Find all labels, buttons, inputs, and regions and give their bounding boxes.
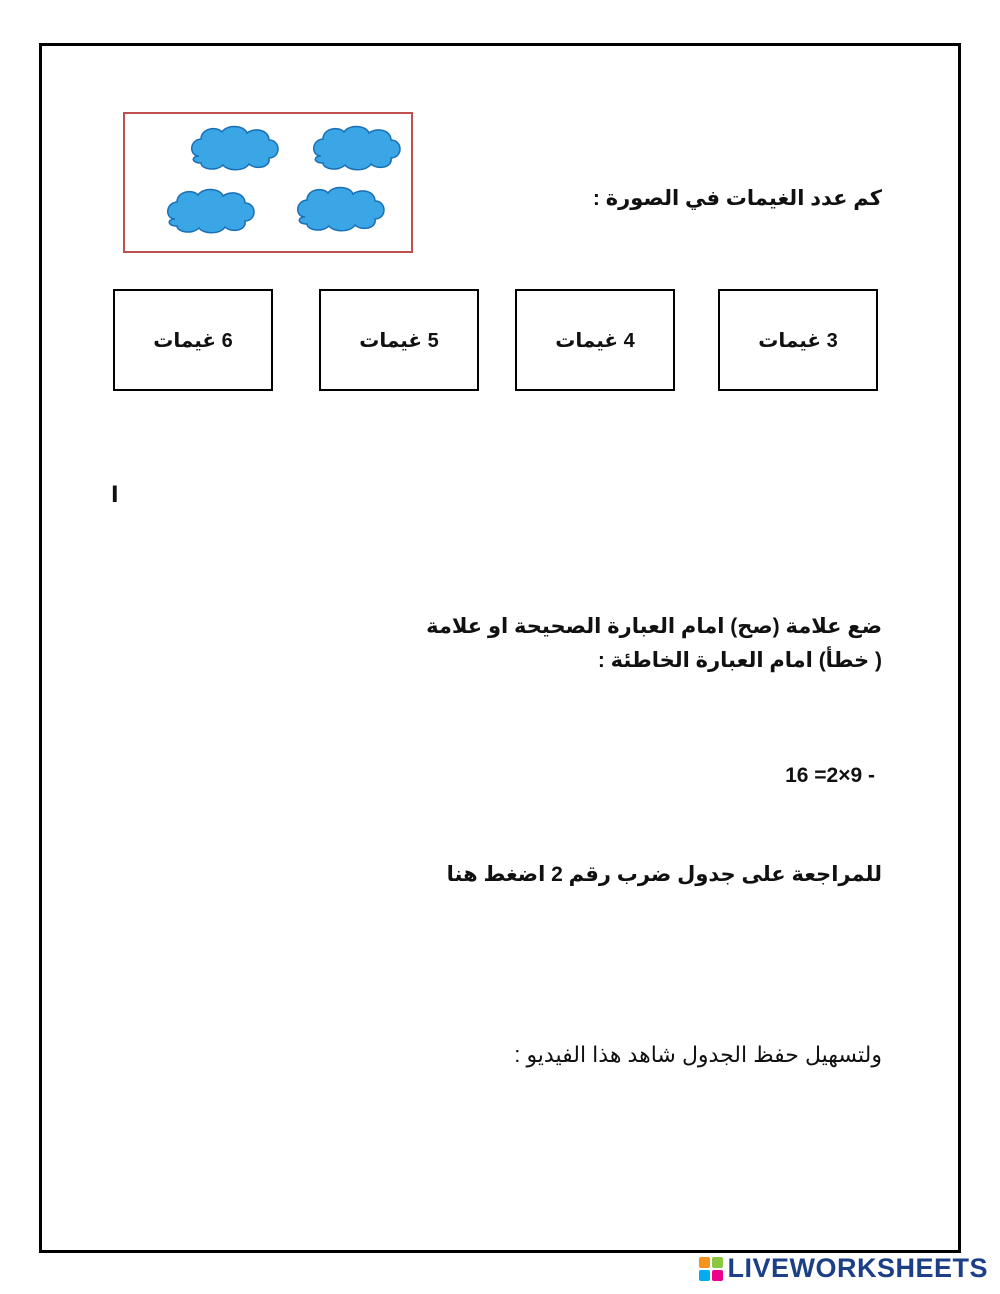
cloud-4 (298, 187, 384, 230)
answer-option-3[interactable] (718, 289, 878, 391)
answer-option-label: 5 غيمات (359, 329, 439, 352)
clouds-illustration (123, 112, 413, 253)
question-text: كم عدد الغيمات في الصورة : (592, 187, 882, 210)
cloud-1 (192, 126, 278, 169)
instruction-line-2: ( خطأ) امام العبارة الخاطئة : (597, 649, 882, 672)
logo-square (712, 1270, 723, 1281)
logo-square (699, 1270, 710, 1281)
answer-option-label: 6 غيمات (153, 329, 233, 352)
liveworksheets-logo-icon (699, 1257, 723, 1281)
logo-square (712, 1257, 723, 1268)
cloud-2 (314, 126, 400, 169)
video-prompt: ولتسهيل حفظ الجدول شاهد هذا الفيديو : (514, 1042, 882, 1067)
answer-option-label: 4 غيمات (555, 329, 635, 352)
equation-statement[interactable]: 16 =2×9 - (785, 764, 875, 787)
instruction-line-1: ضع علامة (صح) امام العبارة الصحيحة او علامة (426, 615, 882, 638)
answer-option-6[interactable] (113, 289, 273, 391)
clouds-svg (125, 114, 411, 251)
cloud-3 (168, 189, 254, 232)
stray-glyph: ا (111, 482, 119, 507)
review-table-link[interactable]: للمراجعة على جدول ضرب رقم 2 اضغط هنا (446, 863, 882, 886)
true-false-instruction (426, 610, 882, 678)
answer-option-5[interactable] (319, 289, 479, 391)
logo-square (699, 1257, 710, 1268)
answer-option-label: 3 غيمات (758, 329, 838, 352)
brand-name: LIVEWORKSHEETS (727, 1253, 988, 1283)
liveworksheets-brand (699, 1253, 988, 1284)
answer-option-4[interactable] (515, 289, 675, 391)
